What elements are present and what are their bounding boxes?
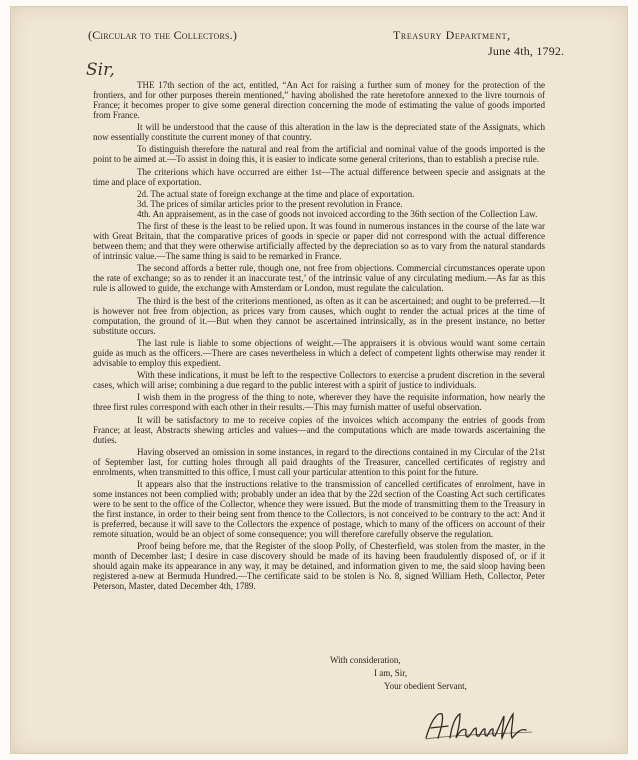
paragraph-14: It will be satisfactory to me to receive copies of the invoices which accompany the entries of goods from France; at least, Abstracts shewing articles and values—and the computations which are made towards ascertaining the duties. [93, 414, 545, 445]
paragraph-12: With these indications, it must be left to the respective Collectors to exercise a prudent discretion in the several cases, which will arise; combining a due regard to the public interest with a spirit of justice to individuals. [93, 370, 545, 391]
letter-body [93, 72, 545, 594]
department-heading: Treasury Department, [393, 28, 511, 42]
criterion-4: 4th. An appraisement, as in the case of goods not invoiced according to the 36th section of the Collection Law. [137, 208, 538, 219]
hamilton-signature [422, 708, 542, 744]
paragraph-17: Proof being before me, that the Register of the sloop Polly, of Chesterfield, was stolen from the master, in the month of December last; I desire in case discovery should be made of its having been fraudulently disposed of, or if it should again make its appearance in any way, it may be detained, and information given to me, the said sloop having been registered a-new at Bermuda Hundred.—The certificate said to be stolen is No. 8, signed William Heth, Collector, Peter Peterson, Master, dated December 4th, 1789. [93, 541, 545, 592]
paragraph-10: The third is the best of the criterions mentioned, as often as it can be ascertained; and ought to be preferred.—It is however not free from objection, as prices vary from causes, which ought to render the actual prices at the time of computation, the ground of it.—But when they cannot be ascertained intrinsically, as in the present instance, no better substitute occurs. [93, 295, 545, 336]
paragraph-4: The criterions which have occurred are either 1st—The actual difference between specie and assignats at the time and place of exportation. [93, 166, 545, 187]
paragraph-15: Having observed an omission in some instances, in regard to the directions contained in my Circular of the 21st of September last, for cutting holes through all paid draughts of the Treasurer, cancelled certificates of registry and enrolments, when transmitted to this office, I must call your particular attention to this point for the future. [93, 446, 545, 477]
criterion-2: 2d. The actual state of foreign exchange at the time and place of exportation. [137, 188, 415, 199]
criterion-3: 3d. The prices of similar articles prior to the present revolution in France. [137, 198, 403, 209]
closing-i-am: I am, Sir, [374, 668, 408, 678]
circular-heading: (Circular to the Collectors.) [88, 28, 238, 42]
paragraph-11: The last rule is liable to some objections of weight.—The appraisers it is obvious would want some certain guide as much as the officers.—There are cases nevertheless in which a defect of competent lights otherwise may render it advisable to employ this expedient. [93, 337, 545, 368]
paragraph-8: The first of these is the least to be relied upon. It was found in numerous instances in the course of the late war with Great Britain, that the comparative prices of goods in specie or paper did not correspond with the actual difference between them; and that they were otherwise artificially affected by the depreciation so as to vary from the natural standards of intrinsic value.—The same thing is said to be remarked in France. [93, 221, 545, 262]
paragraph-1: THE 17th section of the act, entitled, “An Act for raising a further sum of money for the protection of the frontiers, and for other purposes therein mentioned,” having abolished the rate heretofore annexed to the livre tournois of France; it becomes proper to give some general direction concerning the mode of estimating the value of goods imported from France. [93, 80, 545, 121]
paragraph-3: To distinguish therefore the natural and real from the artificial and nominal value of the goods imported is the point to be aimed at.—To assist in doing this, it is easier to indicate some general criterions, than to establish a precise rule. [93, 144, 545, 165]
paragraph-2: It will be understood that the cause of this alteration in the law is the depreciated state of the Assignats, which now essentially constitute the current money of that country. [93, 122, 545, 143]
salutation: Sir, [86, 60, 115, 80]
paragraph-13: I wish them in the progress of the thing to note, wherever they have the requisite information, how nearly the three first rules correspond with each other in their results.—This may furnish matter of useful observation. [93, 392, 545, 413]
closing-consideration: With consideration, [330, 655, 401, 665]
closing-servant: Your obedient Servant, [384, 681, 467, 691]
paragraph-16: It appears also that the instructions relative to the transmission of cancelled certificates of enrolment, have in some instances not been complied with; probably under an idea that by the 22d section of the Coasting Act such certificates were to be sent to the office of the Collector, whence they were issued. But the mode of transmitting them to the Treasury in the first instance, in order to their being sent from thence to the Collectors, is not conceived to be contrary to the act: And it is preferred, because it will save to the Collectors the expence of postage, which to many of the officers on account of their remote situation, would be an object of some consequence; you will therefore carefully observe the regulation. [93, 479, 545, 540]
paragraph-9: The second affords a better rule, though one, not free from objections. Commercial circumstances operate upon the rate of exchange; so as to render it an inaccurate test,’ of the intrinsic value of any circulating medium.—As far as this rule is allowed to guide, the exchange with Amsterdam or London, must regulate the calculation. [93, 263, 545, 294]
letter-date: June 4th, 1792. [488, 44, 565, 58]
